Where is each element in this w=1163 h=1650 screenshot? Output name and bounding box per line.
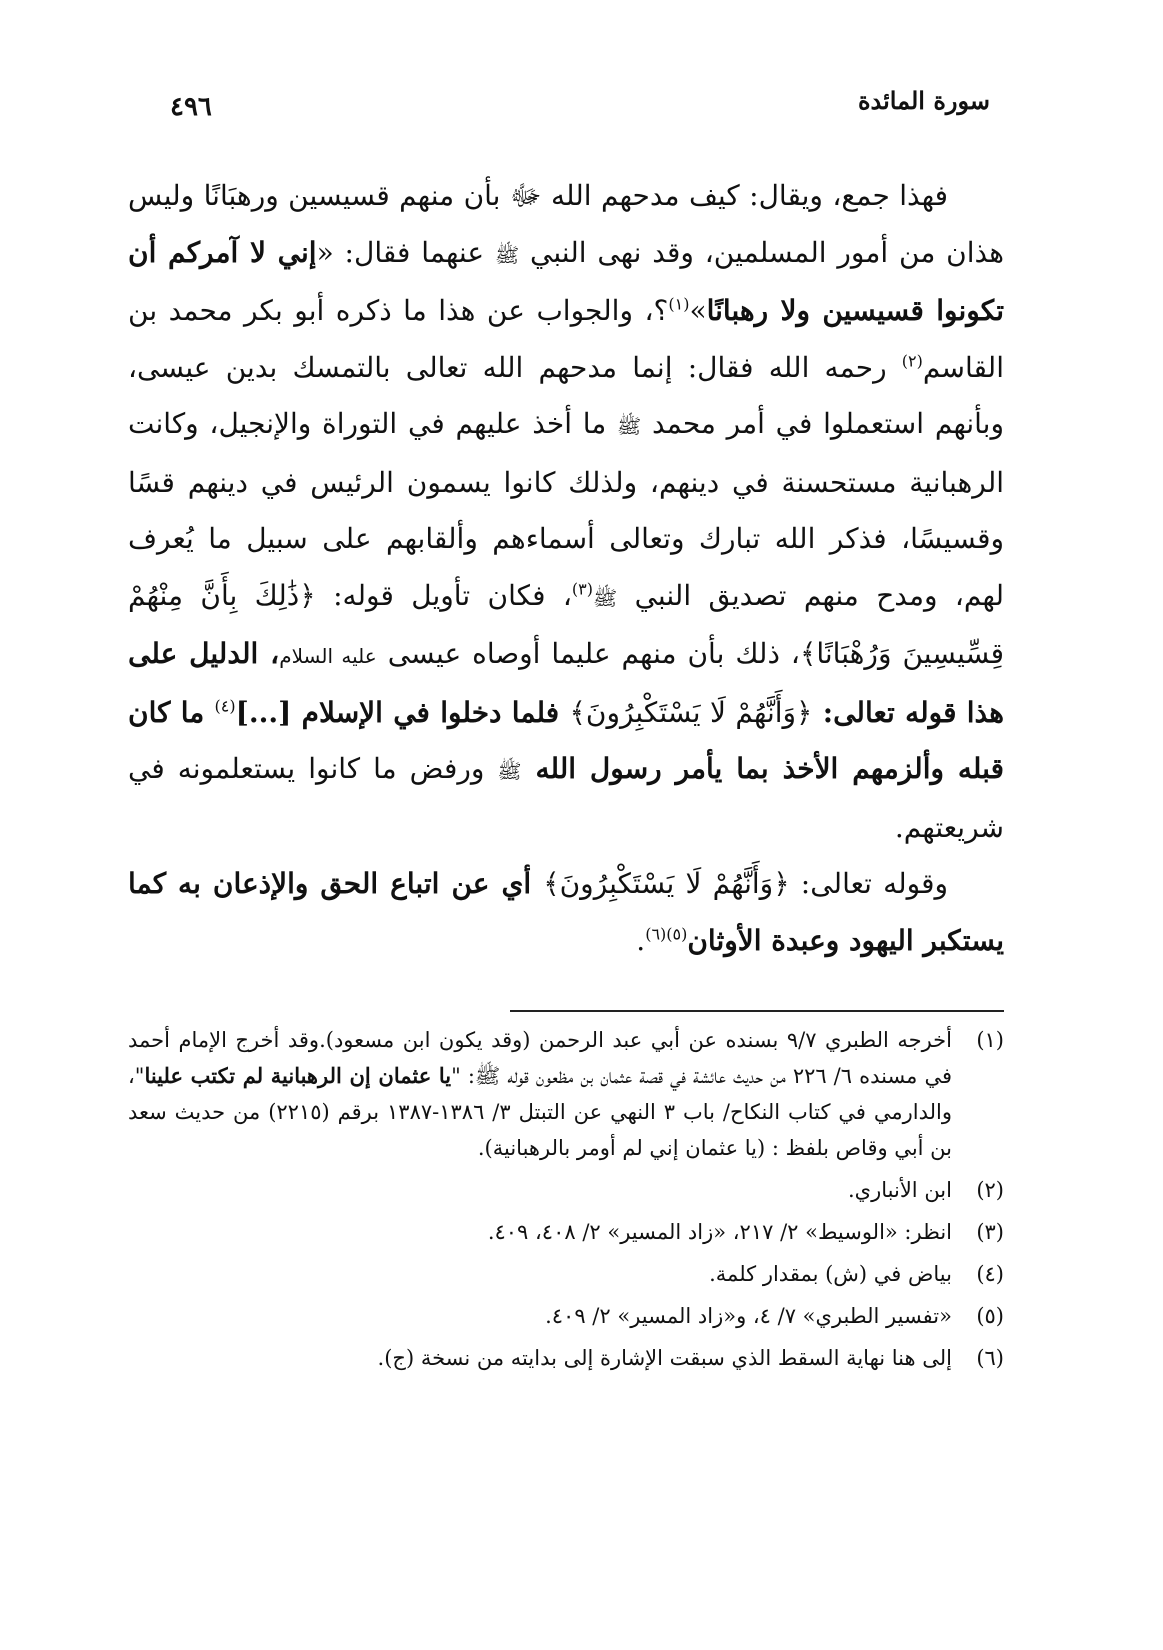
paragraph-verse-commentary: [128, 856, 1004, 969]
footnote-number: (٥): [976, 1304, 1004, 1328]
footnote-ref-2[interactable]: (٢): [901, 351, 923, 371]
text-run: ما أخذ عليهم في التوراة والإنجيل، وكانت الرهبانية مستحسنة في دينهم، ولذلك كانوا يسمون الرئيس في دينهم قسًا وقسيسًا، فذكر الله تبارك وتعالى أسماءهم وألقابهم على سبيل ما يُعرف لهم، ومدح منهم تصديق النبي: [128, 407, 1005, 612]
footnote-text: "، والدارمي في كتاب النكاح/ باب ٣ النهي عن التبتل ٣/ ١٣٨٦-١٣٨٧ برقم (٢٢١٥) من حديث سعد بن أبي وقاص بلفظ : (يا عثمان إني لم أومر بالرهبانية).: [128, 1064, 952, 1160]
text-run: .: [636, 923, 646, 957]
salawat-symbol: ﷺ: [617, 414, 642, 438]
running-header: [170, 86, 990, 126]
text-run-bold: فلما دخلوا في الإسلام [...]: [235, 695, 570, 729]
text-run-bold: ، الدليل على هذا قوله تعالى:: [128, 637, 1004, 729]
text-run: وقوله تعالى:: [789, 867, 949, 900]
text-run: عنهما فقال: «: [316, 235, 495, 269]
text-run: رحمه الله فقال: إنما مدحهم الله تعالى بالتمسك بدين عيسى، وبأنهم استعملوا في أمر محمد: [128, 350, 1004, 440]
footnote-text: انظر: «الوسيط» ٢/ ٢١٧، «زاد المسير» ٢/ ٤٠٨، ٤٠٩.: [487, 1220, 952, 1244]
footnote-separator: [510, 1010, 1004, 1012]
footnote-5: [128, 1298, 1004, 1334]
footnote-text: أخرجه الطبري ٩/٧ بسنده عن أبي عبد الرحمن (وقد يكون ابن مسعود).وقد أخرج الإمام أحمد في مسنده ٦/ ٢٢٦ من حديث عائشة في قصة عثمان بن مظعون قوله ﷺ: ": [128, 1028, 952, 1088]
footnote-ref-3[interactable]: (٣): [571, 579, 593, 599]
salawat-symbol: ﷺ: [494, 242, 520, 267]
quran-verse: ﴿وَأَنَّهُمْ لَا يَسْتَكْبِرُونَ﴾: [543, 867, 790, 900]
footnote-number: (٢): [976, 1178, 1004, 1202]
text-run: فهذا جمع، ويقال: كيف مدحهم الله ﷻ بأن منهم قسيسين ورهبَانًا وليس هذان من أمور المسلمين، وقد نهى النبي: [128, 179, 1004, 269]
footnote-4: [128, 1256, 1004, 1292]
main-text: [128, 168, 1004, 969]
footnote-2: [128, 1172, 1004, 1208]
quran-verse: ﴿وَأَنَّهُمْ لَا يَسْتَكْبِرُونَ﴾: [569, 695, 813, 729]
footnote-ref-5-6[interactable]: (٥)(٦): [645, 924, 688, 944]
footnote-number: (٦): [976, 1346, 1004, 1370]
footnote-ref-4[interactable]: (٤): [214, 696, 236, 716]
footnote-1: [128, 1022, 1004, 1166]
text-run: ورفض ما كانوا يستعلمونه في شريعتهم.: [128, 752, 1004, 844]
footnotes: [128, 1022, 1004, 1382]
footnote-number: (٤): [976, 1262, 1004, 1286]
footnote-ref-1[interactable]: (١): [668, 294, 690, 314]
text-run: ، فكان تأويل قوله:: [315, 578, 572, 612]
footnote-number: (٣): [976, 1220, 1004, 1244]
text-run: »: [689, 294, 707, 327]
text-run-bold: أي عن اتباع الحق والإذعان به كما يستكبر اليهود وعبدة الأوثان: [128, 867, 1004, 957]
footnote-text: إلى هنا نهاية السقط الذي سبقت الإشارة إلى بدايته من نسخة (ج).: [377, 1346, 952, 1370]
footnote-hadith-quote: يا عثمان إن الرهبانية لم تكتب علينا: [144, 1063, 452, 1088]
alayhi-salam-symbol: عليه السلام: [279, 644, 377, 668]
quran-verse: ﴿ذَٰلِكَ بِأَنَّ مِنْهُمْ قِسِّيسِينَ وَرُهْبَانًا﴾: [128, 578, 1004, 670]
surah-title: سورة المائدة: [857, 86, 990, 115]
salawat-symbol: ﷺ: [497, 759, 522, 783]
text-run: ؟، والجواب عن هذا ما ذكره أبو بكر محمد بن القاسم: [128, 294, 1004, 384]
footnote-text: بياض في (ش) بمقدار كلمة.: [709, 1262, 952, 1286]
salawat-symbol: ﷺ: [593, 585, 618, 610]
hadith-quote: إني لا آمركم أن تكونوا قسيسين ولا رهبانًا: [128, 235, 1005, 327]
footnote-text: «تفسير الطبري» ٧/ ٤، و«زاد المسير» ٢/ ٤٠٩.: [545, 1304, 952, 1328]
footnote-number: (١): [976, 1028, 1004, 1052]
footnote-text: ابن الأنباري.: [848, 1178, 952, 1202]
paragraph-commentary: [128, 168, 1004, 856]
footnote-3: [128, 1214, 1004, 1250]
text-run: ، ذلك بأن منهم عليما أوصاه عيسى: [376, 637, 800, 670]
footnote-6: [128, 1340, 1004, 1376]
page-number: ٤٩٦: [170, 92, 212, 122]
text-run-bold: ما كان قبله وألزمهم الأخذ بما يأمر رسول الله: [128, 695, 1004, 785]
